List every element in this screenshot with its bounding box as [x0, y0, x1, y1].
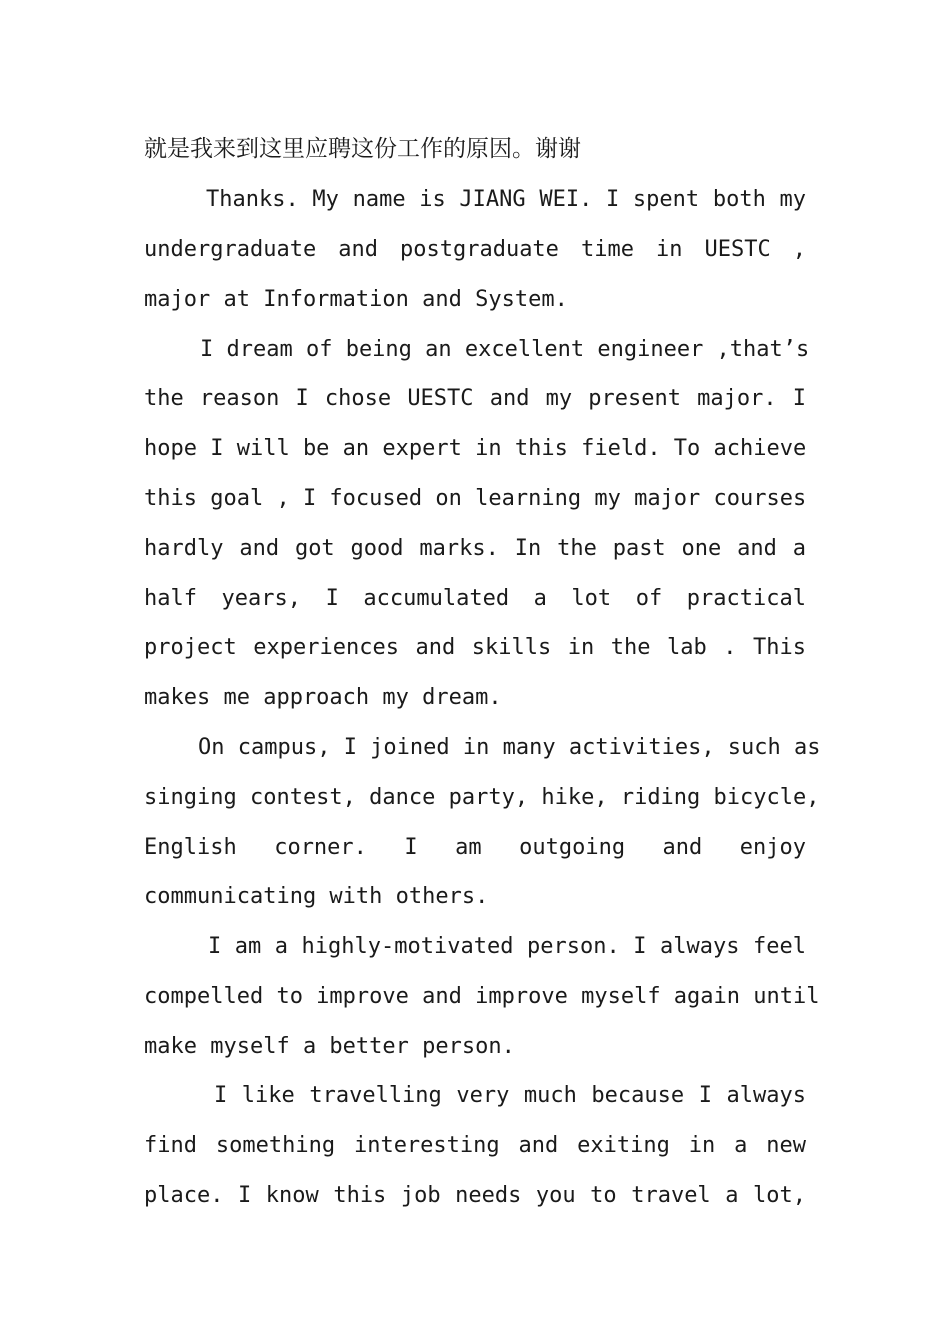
text-line: this goal , I focused on learning my major courses — [144, 486, 807, 511]
text-line: communicating with others. — [144, 884, 489, 909]
text-line: 就是我来到这里应聘这份工作的原因。谢谢 — [144, 136, 581, 162]
text-line: I dream of being an excellent engineer ,that’s — [200, 337, 810, 362]
text-line: compelled to improve and improve myself again until — [144, 984, 820, 1009]
text-line: hope I will be an expert in this field. To achieve — [144, 436, 807, 461]
text-line: major at Information and System. — [144, 287, 568, 312]
text-line: makes me approach my dream. — [144, 685, 502, 710]
text-line: project experiences and skills in the lab . This — [144, 635, 806, 660]
text-line: undergraduate and postgraduate time in UESTC , — [144, 237, 806, 262]
text-line: English corner. I am outgoing and enjoy — [144, 835, 806, 860]
text-line: Thanks. My name is JIANG WEI. I spent both my — [206, 187, 806, 212]
text-line: place. I know this job needs you to travel a lot, — [144, 1183, 806, 1208]
text-line: I like travelling very much because I always — [214, 1083, 806, 1108]
text-line: On campus, I joined in many activities, such as — [198, 735, 821, 760]
text-line: hardly and got good marks. In the past one and a — [144, 536, 806, 561]
text-line: the reason I chose UESTC and my present major. I — [144, 386, 806, 411]
text-line: make myself a better person. — [144, 1034, 515, 1059]
text-line: I am a highly-motivated person. I always feel — [208, 934, 806, 959]
text-line: find something interesting and exiting in a new — [144, 1133, 806, 1158]
text-line: half years, I accumulated a lot of practical — [144, 586, 806, 611]
text-line: singing contest, dance party, hike, riding bicycle, — [144, 785, 820, 810]
